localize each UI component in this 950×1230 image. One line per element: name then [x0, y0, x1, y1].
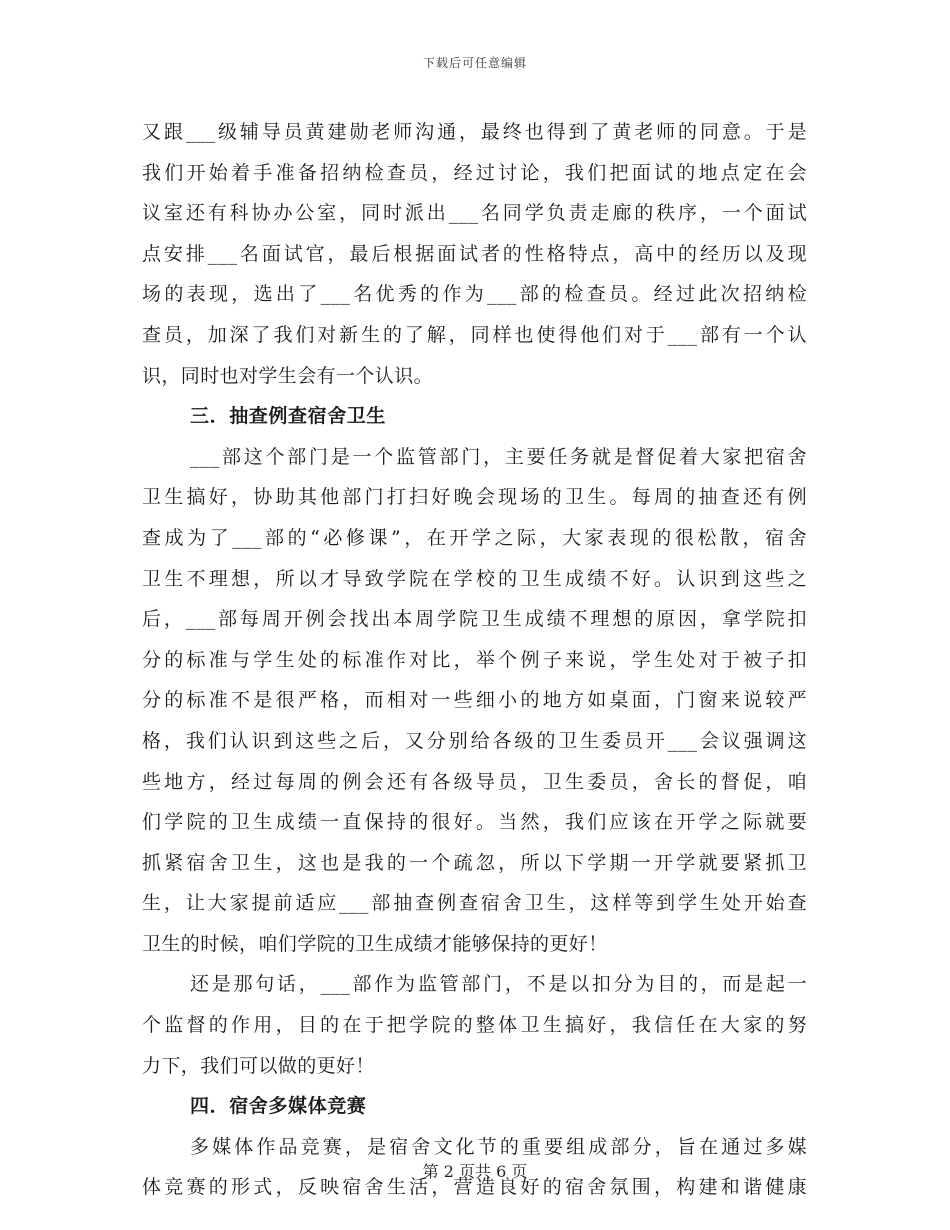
paragraph-recruitment	[142, 112, 807, 396]
page-header: 下载后可任意编辑	[422, 56, 527, 70]
text-line: 识，同时也对学生会有一个认识。	[142, 364, 434, 387]
text-line: 分的标准与学生处的标准作对比，举个例子来说，学生处对于被子扣	[142, 648, 807, 671]
text-line: 格，我们认识到这些之后，又分别给各级的卫生委员开___会议强调这	[142, 729, 807, 752]
page-number: 第 2 页共 6 页	[422, 1162, 528, 1181]
section-heading-4: 四．宿舍多媒体竞赛	[190, 1095, 367, 1118]
text-line: 后，___部每周开例会找出本周学院卫生成绩不理想的原因，拿学院扣	[142, 608, 807, 631]
text-line: 生，让大家提前适应___部抽查例查宿舍卫生，这样等到学生处开始查	[142, 892, 807, 915]
paragraph-supervision	[142, 964, 807, 1086]
text-line: 些地方，经过每周的例会还有各级导员，卫生委员，舍长的督促，咱	[142, 770, 807, 793]
document-body	[142, 112, 807, 1208]
text-line: 抓紧宿舍卫生，这也是我的一个疏忽，所以下学期一开学就要紧抓卫	[142, 851, 807, 874]
text-line: 又跟___级辅导员黄建勋老师沟通，最终也得到了黄老师的同意。于是	[142, 121, 807, 143]
section-heading-3: 三．抽查例查宿舍卫生	[190, 405, 387, 428]
text-line: 们学院的卫生成绩一直保持的很好。当然，我们应该在开学之际就要	[142, 811, 807, 834]
text-line: 查员，加深了我们对新生的了解，同样也使得他们对于___部有一个认	[142, 323, 807, 346]
text-line: 议室还有科协办公室，同时派出___名同学负责走廊的秩序，一个面试	[142, 202, 807, 225]
text-line: 点安排___名面试官，最后根据面试者的性格特点，高中的经历以及现	[142, 242, 807, 265]
text-line: 卫生的时候，咱们学院的卫生成绩才能够保持的更好！	[142, 932, 608, 955]
text-line: 查成为了___部的“必修课”，在开学之际，大家表现的很松散，宿舍	[142, 526, 807, 549]
text-line: 力下，我们可以做的更好！	[142, 1054, 375, 1077]
text-line: 场的表现，选出了___名优秀的作为___部的检查员。经过此次招纳检	[142, 283, 807, 306]
text-line: 体竞赛的形式，反映宿舍生活，营造良好的宿舍氛围，构建和谐健康	[142, 1176, 807, 1199]
text-line: 多媒体作品竞赛，是宿舍文化节的重要组成部分，旨在通过多媒	[190, 1135, 807, 1158]
text-line: 分的标准不是很严格，而相对一些细小的地方如桌面，门窗来说较严	[142, 689, 807, 712]
text-line: 我们开始着手准备招纳检查员，经过讨论，我们把面试的地点定在会	[142, 161, 807, 184]
text-line: 卫生搞好，协助其他部门打扫好晚会现场的卫生。每周的抽查还有例	[142, 486, 807, 509]
text-line: 卫生不理想，所以才导致学院在学校的卫生成绩不好。认识到这些之	[142, 567, 807, 590]
text-line: ___部这个部门是一个监管部门，主要任务就是督促着大家把宿舍	[190, 445, 807, 468]
text-line: 个监督的作用，目的在于把学院的整体卫生搞好，我信任在大家的努	[142, 1014, 807, 1037]
paragraph-dorm-hygiene	[142, 437, 807, 965]
text-line: 还是那句话，___部作为监管部门，不是以扣分为目的，而是起一	[190, 973, 807, 996]
